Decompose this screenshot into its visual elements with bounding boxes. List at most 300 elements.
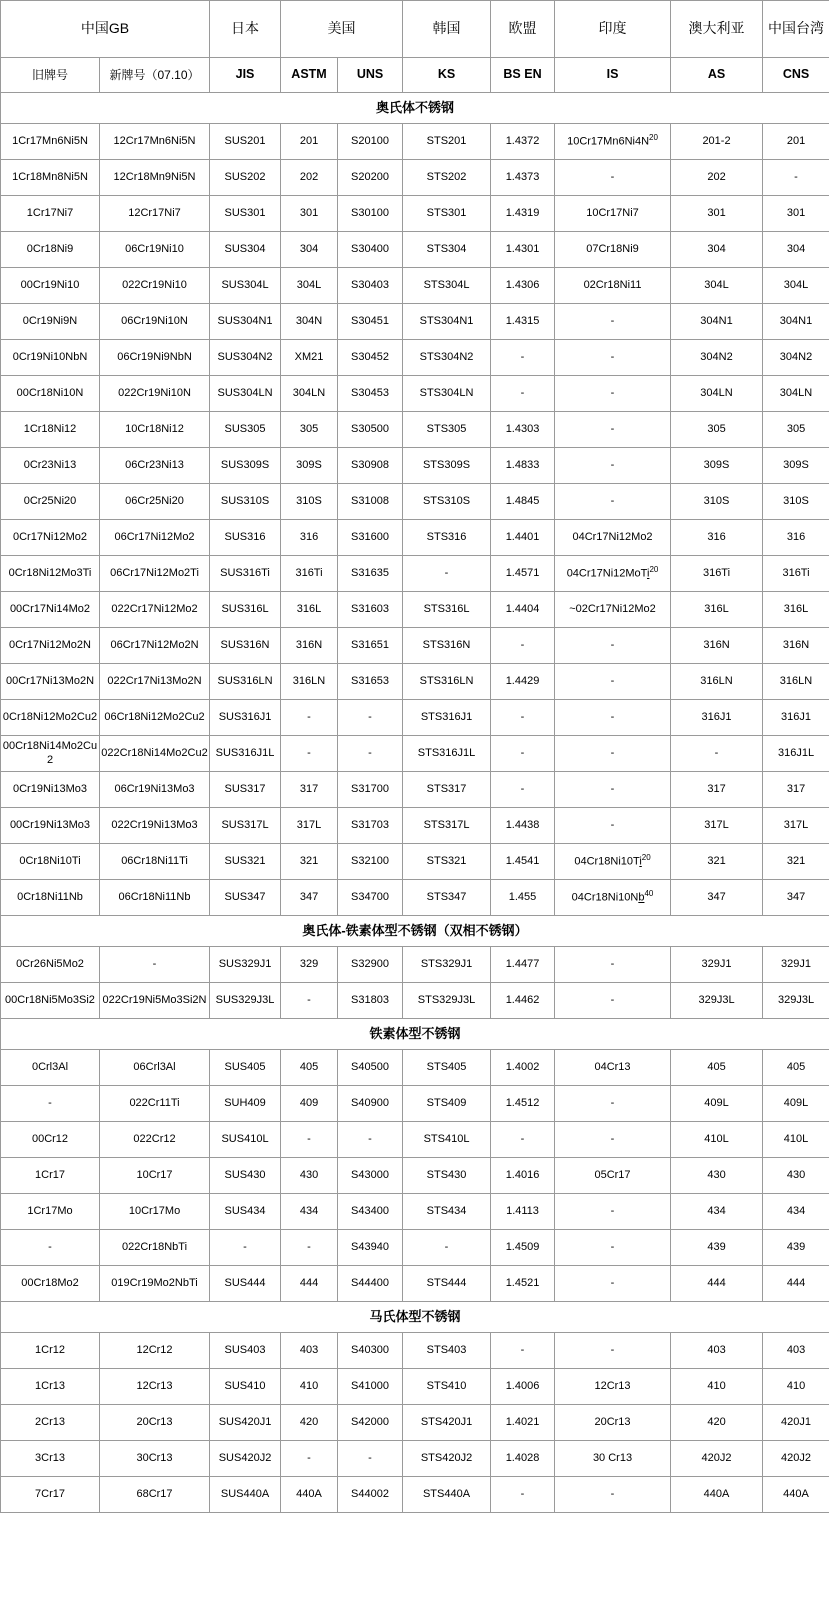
table-cell: -: [555, 448, 671, 484]
table-cell: STS409: [403, 1086, 491, 1122]
table-cell: STS420J2: [403, 1441, 491, 1477]
table-cell: 04Cr17Ni12Mo2: [555, 520, 671, 556]
table-cell: 434: [763, 1194, 829, 1230]
table-cell: 06Cr19Ni9NbN: [100, 340, 210, 376]
table-row: [1, 1158, 829, 1194]
table-cell: -: [555, 983, 671, 1019]
table-cell: -: [1, 1230, 100, 1266]
table-cell: -: [671, 736, 763, 772]
table-cell: 0Cr18Ni9: [1, 232, 100, 268]
table-cell: -: [763, 160, 829, 196]
table-cell: 321: [763, 844, 829, 880]
table-row: [1, 1086, 829, 1122]
table-cell: SUS202: [210, 160, 281, 196]
table-cell: 1Cr12: [1, 1333, 100, 1369]
table-cell: -: [491, 376, 555, 412]
table-cell: SUS405: [210, 1050, 281, 1086]
table-cell: S40300: [338, 1333, 403, 1369]
header-country-cell: 中国GB: [1, 1, 210, 58]
header-country-cell: 美国: [281, 1, 403, 58]
table-row: [1, 592, 829, 628]
table-cell: 0Cr17Ni12Mo2: [1, 520, 100, 556]
table-cell: STS405: [403, 1050, 491, 1086]
section-title-row: [1, 93, 829, 124]
table-cell: 1Cr18Mn8Ni5N: [1, 160, 100, 196]
table-cell: 00Cr19Ni13Mo3: [1, 808, 100, 844]
table-cell: 06Cr17Ni12Mo2Ti: [100, 556, 210, 592]
table-cell: 329: [281, 947, 338, 983]
table-cell: 06Cr19Ni10: [100, 232, 210, 268]
table-cell: 317: [281, 772, 338, 808]
table-cell: SUS304N1: [210, 304, 281, 340]
table-cell: 321: [281, 844, 338, 880]
table-cell: -: [555, 947, 671, 983]
table-cell: -: [491, 340, 555, 376]
table-cell: 304L: [281, 268, 338, 304]
table-cell: 06Cr17Ni12Mo2N: [100, 628, 210, 664]
table-cell: SUH409: [210, 1086, 281, 1122]
table-cell: 410: [763, 1369, 829, 1405]
table-cell: 410L: [671, 1122, 763, 1158]
table-cell: SUS304N2: [210, 340, 281, 376]
table-cell: 1.4372: [491, 124, 555, 160]
table-cell: -: [555, 700, 671, 736]
table-cell: 304N: [281, 304, 338, 340]
table-cell: STS304N2: [403, 340, 491, 376]
table-cell: SUS317L: [210, 808, 281, 844]
table-cell: 12Cr17Ni7: [100, 196, 210, 232]
table-cell: STS304N1: [403, 304, 491, 340]
table-cell: -: [281, 1230, 338, 1266]
table-cell: 019Cr19Mo2NbTi: [100, 1266, 210, 1302]
table-cell: 00Cr18Ni10N: [1, 376, 100, 412]
table-cell: -: [491, 1477, 555, 1513]
table-cell: ~02Cr17Ni12Mo2: [555, 592, 671, 628]
table-cell: S44400: [338, 1266, 403, 1302]
header-country-cell: 印度: [555, 1, 671, 58]
table-cell: STS430: [403, 1158, 491, 1194]
table-cell: 10Cr17: [100, 1158, 210, 1194]
table-cell: 022Cr18Ni14Mo2Cu2: [100, 736, 210, 772]
table-cell: 309S: [763, 448, 829, 484]
table-cell: S30908: [338, 448, 403, 484]
table-cell: 12Cr17Mn6Ni5N: [100, 124, 210, 160]
table-cell: 430: [763, 1158, 829, 1194]
table-cell: SUS329J1: [210, 947, 281, 983]
table-cell: 403: [281, 1333, 338, 1369]
header-country-cell: 中国台湾: [763, 1, 829, 58]
table-cell: 0Cr23Ni13: [1, 448, 100, 484]
table-cell: 0Cr18Ni10Ti: [1, 844, 100, 880]
table-cell: 00Cr18Ni14Mo2Cu2: [1, 736, 100, 772]
table-cell: STS309S: [403, 448, 491, 484]
table-cell: 00Cr18Mo2: [1, 1266, 100, 1302]
table-cell: -: [338, 736, 403, 772]
table-cell: 1.4401: [491, 520, 555, 556]
table-cell: 439: [763, 1230, 829, 1266]
table-cell: 316Ti: [671, 556, 763, 592]
table-cell: S34700: [338, 880, 403, 916]
header-row-standards: [1, 58, 829, 93]
table-cell: STS329J3L: [403, 983, 491, 1019]
table-cell: STS301: [403, 196, 491, 232]
table-cell: -: [100, 947, 210, 983]
table-cell: 316: [671, 520, 763, 556]
table-cell: S20200: [338, 160, 403, 196]
table-cell: S31603: [338, 592, 403, 628]
table-cell: 1.4303: [491, 412, 555, 448]
table-cell: -: [555, 736, 671, 772]
table-cell: SUS316: [210, 520, 281, 556]
table-cell: 022Cr12: [100, 1122, 210, 1158]
table-cell: 304LN: [763, 376, 829, 412]
table-cell: 1.4016: [491, 1158, 555, 1194]
table-cell: 022Cr17Ni12Mo2: [100, 592, 210, 628]
header-standard-cell: ASTM: [281, 58, 338, 93]
header-standard-cell: AS: [671, 58, 763, 93]
table-cell: 409L: [763, 1086, 829, 1122]
table-row: [1, 304, 829, 340]
table-cell: S40900: [338, 1086, 403, 1122]
table-cell: SUS321: [210, 844, 281, 880]
table-cell: S30100: [338, 196, 403, 232]
table-cell: 022Cr18NbTi: [100, 1230, 210, 1266]
table-cell: 3Cr13: [1, 1441, 100, 1477]
table-cell: 405: [281, 1050, 338, 1086]
table-cell: 022Cr19Ni5Mo3Si2N: [100, 983, 210, 1019]
table-cell: STS316J1: [403, 700, 491, 736]
table-cell: 347: [763, 880, 829, 916]
table-cell: 201: [763, 124, 829, 160]
table-cell: S31600: [338, 520, 403, 556]
section-title: 奥氏体不锈钢: [1, 93, 829, 124]
table-cell: S20100: [338, 124, 403, 160]
table-cell: 316Ti: [763, 556, 829, 592]
table-cell: S31700: [338, 772, 403, 808]
table-row: [1, 412, 829, 448]
table-row: [1, 448, 829, 484]
table-cell: 022Cr17Ni13Mo2N: [100, 664, 210, 700]
table-cell: -: [555, 772, 671, 808]
table-cell: 317: [763, 772, 829, 808]
table-cell: -: [338, 700, 403, 736]
table-cell: 420: [281, 1405, 338, 1441]
table-cell: 304: [671, 232, 763, 268]
table-cell: 10Cr17Ni7: [555, 196, 671, 232]
table-cell: STS321: [403, 844, 491, 880]
table-cell: SUS304: [210, 232, 281, 268]
table-row: [1, 1230, 829, 1266]
table-cell: S32100: [338, 844, 403, 880]
table-cell: -: [491, 736, 555, 772]
table-cell: 20Cr13: [555, 1405, 671, 1441]
table-cell: 1.4306: [491, 268, 555, 304]
table-row: [1, 1441, 829, 1477]
table-cell: 310S: [763, 484, 829, 520]
table-cell: S44002: [338, 1477, 403, 1513]
table-cell: 06Cr17Ni12Mo2: [100, 520, 210, 556]
table-cell: 405: [671, 1050, 763, 1086]
table-cell: 00Cr17Ni14Mo2: [1, 592, 100, 628]
table-cell: S30451: [338, 304, 403, 340]
table-cell: -: [281, 700, 338, 736]
table-row: [1, 808, 829, 844]
table-cell: STS410L: [403, 1122, 491, 1158]
table-cell: STS317L: [403, 808, 491, 844]
table-cell: STS310S: [403, 484, 491, 520]
table-cell: 022Cr11Ti: [100, 1086, 210, 1122]
table-cell: 316: [763, 520, 829, 556]
table-cell: 420J2: [763, 1441, 829, 1477]
table-cell: 05Cr17: [555, 1158, 671, 1194]
table-row: [1, 700, 829, 736]
table-cell: 1.4028: [491, 1441, 555, 1477]
header-standard-cell: KS: [403, 58, 491, 93]
table-cell: STS304L: [403, 268, 491, 304]
table-cell: 1Cr17: [1, 1158, 100, 1194]
table-cell: 403: [671, 1333, 763, 1369]
table-cell: S30453: [338, 376, 403, 412]
table-cell: 1.4845: [491, 484, 555, 520]
table-cell: -: [555, 160, 671, 196]
table-cell: S31651: [338, 628, 403, 664]
table-row: [1, 556, 829, 592]
table-cell: 434: [281, 1194, 338, 1230]
table-row: [1, 1266, 829, 1302]
header-row-countries: [1, 1, 829, 58]
table-cell: 1Cr17Mo: [1, 1194, 100, 1230]
table-cell: 12Cr13: [555, 1369, 671, 1405]
table-cell: SUS410: [210, 1369, 281, 1405]
table-cell: S43400: [338, 1194, 403, 1230]
table-row: [1, 1050, 829, 1086]
table-cell: 440A: [281, 1477, 338, 1513]
table-cell: 434: [671, 1194, 763, 1230]
table-cell: 316N: [281, 628, 338, 664]
table-cell: 316LN: [671, 664, 763, 700]
table-cell: SUS444: [210, 1266, 281, 1302]
table-cell: STS201: [403, 124, 491, 160]
table-cell: 00Cr18Ni5Mo3Si2: [1, 983, 100, 1019]
table-cell: SUS420J2: [210, 1441, 281, 1477]
table-cell: 304: [763, 232, 829, 268]
table-cell: 316L: [763, 592, 829, 628]
table-cell: 1.4571: [491, 556, 555, 592]
table-cell: 329J1: [763, 947, 829, 983]
table-cell: 316N: [763, 628, 829, 664]
table-cell: SUS430: [210, 1158, 281, 1194]
table-cell: 0Cr26Ni5Mo2: [1, 947, 100, 983]
table-cell: 420J1: [763, 1405, 829, 1441]
table-cell: 1.4006: [491, 1369, 555, 1405]
table-cell: -: [1, 1086, 100, 1122]
table-row: [1, 1122, 829, 1158]
table-cell: 0Cr25Ni20: [1, 484, 100, 520]
table-cell: 316LN: [281, 664, 338, 700]
header-standard-cell: CNS: [763, 58, 829, 93]
table-cell: 420: [671, 1405, 763, 1441]
table-cell: 1.4833: [491, 448, 555, 484]
header-standard-cell: IS: [555, 58, 671, 93]
table-cell: 06Cr23Ni13: [100, 448, 210, 484]
table-cell: 06Cr19Ni13Mo3: [100, 772, 210, 808]
table-cell: SUS304LN: [210, 376, 281, 412]
table-cell: 1.4429: [491, 664, 555, 700]
table-cell: STS304: [403, 232, 491, 268]
table-cell: -: [338, 1441, 403, 1477]
table-cell: 0Cr18Ni11Nb: [1, 880, 100, 916]
table-cell: STS347: [403, 880, 491, 916]
table-cell: SUS420J1: [210, 1405, 281, 1441]
table-cell: 022Cr19Ni10: [100, 268, 210, 304]
table-cell: 440A: [763, 1477, 829, 1513]
table-cell: 022Cr19Ni10N: [100, 376, 210, 412]
table-cell: 00Cr12: [1, 1122, 100, 1158]
table-cell: 329J3L: [671, 983, 763, 1019]
table-cell: -: [210, 1230, 281, 1266]
table-cell: 347: [281, 880, 338, 916]
table-cell: -: [555, 1086, 671, 1122]
table-cell: -: [281, 983, 338, 1019]
table-cell: S31703: [338, 808, 403, 844]
header-standard-cell: BS EN: [491, 58, 555, 93]
table-cell: S30400: [338, 232, 403, 268]
table-cell: S30403: [338, 268, 403, 304]
table-cell: 30 Cr13: [555, 1441, 671, 1477]
table-cell: 316J1: [763, 700, 829, 736]
table-cell: 409L: [671, 1086, 763, 1122]
table-cell: SUS305: [210, 412, 281, 448]
table-cell: S31653: [338, 664, 403, 700]
table-cell: $10Cr17Mn6Ni4N^{20}$: [555, 124, 671, 160]
table-cell: 06Cr25Ni20: [100, 484, 210, 520]
table-cell: -: [555, 1230, 671, 1266]
table-cell: 1.4373: [491, 160, 555, 196]
section-title: 铁素体型不锈钢: [1, 1019, 829, 1050]
table-cell: 1.4521: [491, 1266, 555, 1302]
section-title: 马氏体型不锈钢: [1, 1302, 829, 1333]
table-cell: 10Cr17Mo: [100, 1194, 210, 1230]
table-cell: 444: [281, 1266, 338, 1302]
table-cell: 0Cr19Ni9N: [1, 304, 100, 340]
table-cell: 444: [671, 1266, 763, 1302]
table-cell: S43940: [338, 1230, 403, 1266]
table-cell: STS440A: [403, 1477, 491, 1513]
table-cell: 0Cr19Ni13Mo3: [1, 772, 100, 808]
table-row: [1, 376, 829, 412]
table-cell: 1Cr17Ni7: [1, 196, 100, 232]
table-row: [1, 664, 829, 700]
table-cell: 304L: [671, 268, 763, 304]
table-cell: 316J1L: [763, 736, 829, 772]
table-cell: 301: [763, 196, 829, 232]
table-cell: 06Cr18Ni11Nb: [100, 880, 210, 916]
table-cell: 68Cr17: [100, 1477, 210, 1513]
table-cell: 329J3L: [763, 983, 829, 1019]
table-cell: 12Cr12: [100, 1333, 210, 1369]
table-cell: 316L: [281, 592, 338, 628]
table-cell: 1.4301: [491, 232, 555, 268]
table-cell: S43000: [338, 1158, 403, 1194]
table-cell: 316N: [671, 628, 763, 664]
table-cell: 02Cr18Ni11: [555, 268, 671, 304]
table-cell: 0Crl3Al: [1, 1050, 100, 1086]
table-cell: -: [338, 1122, 403, 1158]
table-cell: -: [555, 664, 671, 700]
table-row: [1, 736, 829, 772]
table-cell: 00Cr19Ni10: [1, 268, 100, 304]
table-cell: 7Cr17: [1, 1477, 100, 1513]
table-cell: 329J1: [671, 947, 763, 983]
table-cell: 317: [671, 772, 763, 808]
table-cell: 04Cr18Ni10Nb$^{40}$: [555, 880, 671, 916]
table-cell: -: [555, 808, 671, 844]
table-cell: STS305: [403, 412, 491, 448]
table-row: [1, 160, 829, 196]
table-cell: 0Cr19Ni10NbN: [1, 340, 100, 376]
table-cell: 06Cr18Ni11Ti: [100, 844, 210, 880]
section-title: 奥氏体-铁素体型不锈钢（双相不锈钢）: [1, 916, 829, 947]
header-country-cell: 欧盟: [491, 1, 555, 58]
table-cell: -: [555, 412, 671, 448]
table-cell: SUS301: [210, 196, 281, 232]
table-row: [1, 947, 829, 983]
table-cell: 439: [671, 1230, 763, 1266]
table-cell: 305: [671, 412, 763, 448]
table-cell: SUS316J1: [210, 700, 281, 736]
table-cell: STS410: [403, 1369, 491, 1405]
header-country-cell: 日本: [210, 1, 281, 58]
table-row: [1, 124, 829, 160]
table-cell: 410: [671, 1369, 763, 1405]
table-cell: STS316J1L: [403, 736, 491, 772]
table-cell: 1.4002: [491, 1050, 555, 1086]
table-cell: SUS347: [210, 880, 281, 916]
table-cell: STS434: [403, 1194, 491, 1230]
table-cell: 430: [281, 1158, 338, 1194]
table-cell: 405: [763, 1050, 829, 1086]
table-cell: -: [555, 484, 671, 520]
table-cell: 310S: [671, 484, 763, 520]
table-cell: -: [555, 628, 671, 664]
table-cell: 10Cr18Ni12: [100, 412, 210, 448]
table-cell: SUS317: [210, 772, 281, 808]
table-cell: S42000: [338, 1405, 403, 1441]
table-row: [1, 484, 829, 520]
table-cell: S31635: [338, 556, 403, 592]
table-cell: 305: [281, 412, 338, 448]
table-cell: 1.4113: [491, 1194, 555, 1230]
table-body: [1, 1, 829, 1513]
section-title-row: [1, 1019, 829, 1050]
table-cell: 304N1: [671, 304, 763, 340]
table-cell: 06Cr19Ni10N: [100, 304, 210, 340]
table-cell: 1.4404: [491, 592, 555, 628]
table-cell: -: [281, 736, 338, 772]
table-row: [1, 520, 829, 556]
table-cell: 0Cr18Ni12Mo3Ti: [1, 556, 100, 592]
table-cell: SUS316N: [210, 628, 281, 664]
table-cell: 321: [671, 844, 763, 880]
header-standard-cell: JIS: [210, 58, 281, 93]
table-cell: -: [491, 628, 555, 664]
table-cell: 316LN: [763, 664, 829, 700]
table-cell: 304L: [763, 268, 829, 304]
table-cell: 06Crl3Al: [100, 1050, 210, 1086]
table-cell: SUS316LN: [210, 664, 281, 700]
table-row: [1, 880, 829, 916]
table-cell: 347: [671, 880, 763, 916]
